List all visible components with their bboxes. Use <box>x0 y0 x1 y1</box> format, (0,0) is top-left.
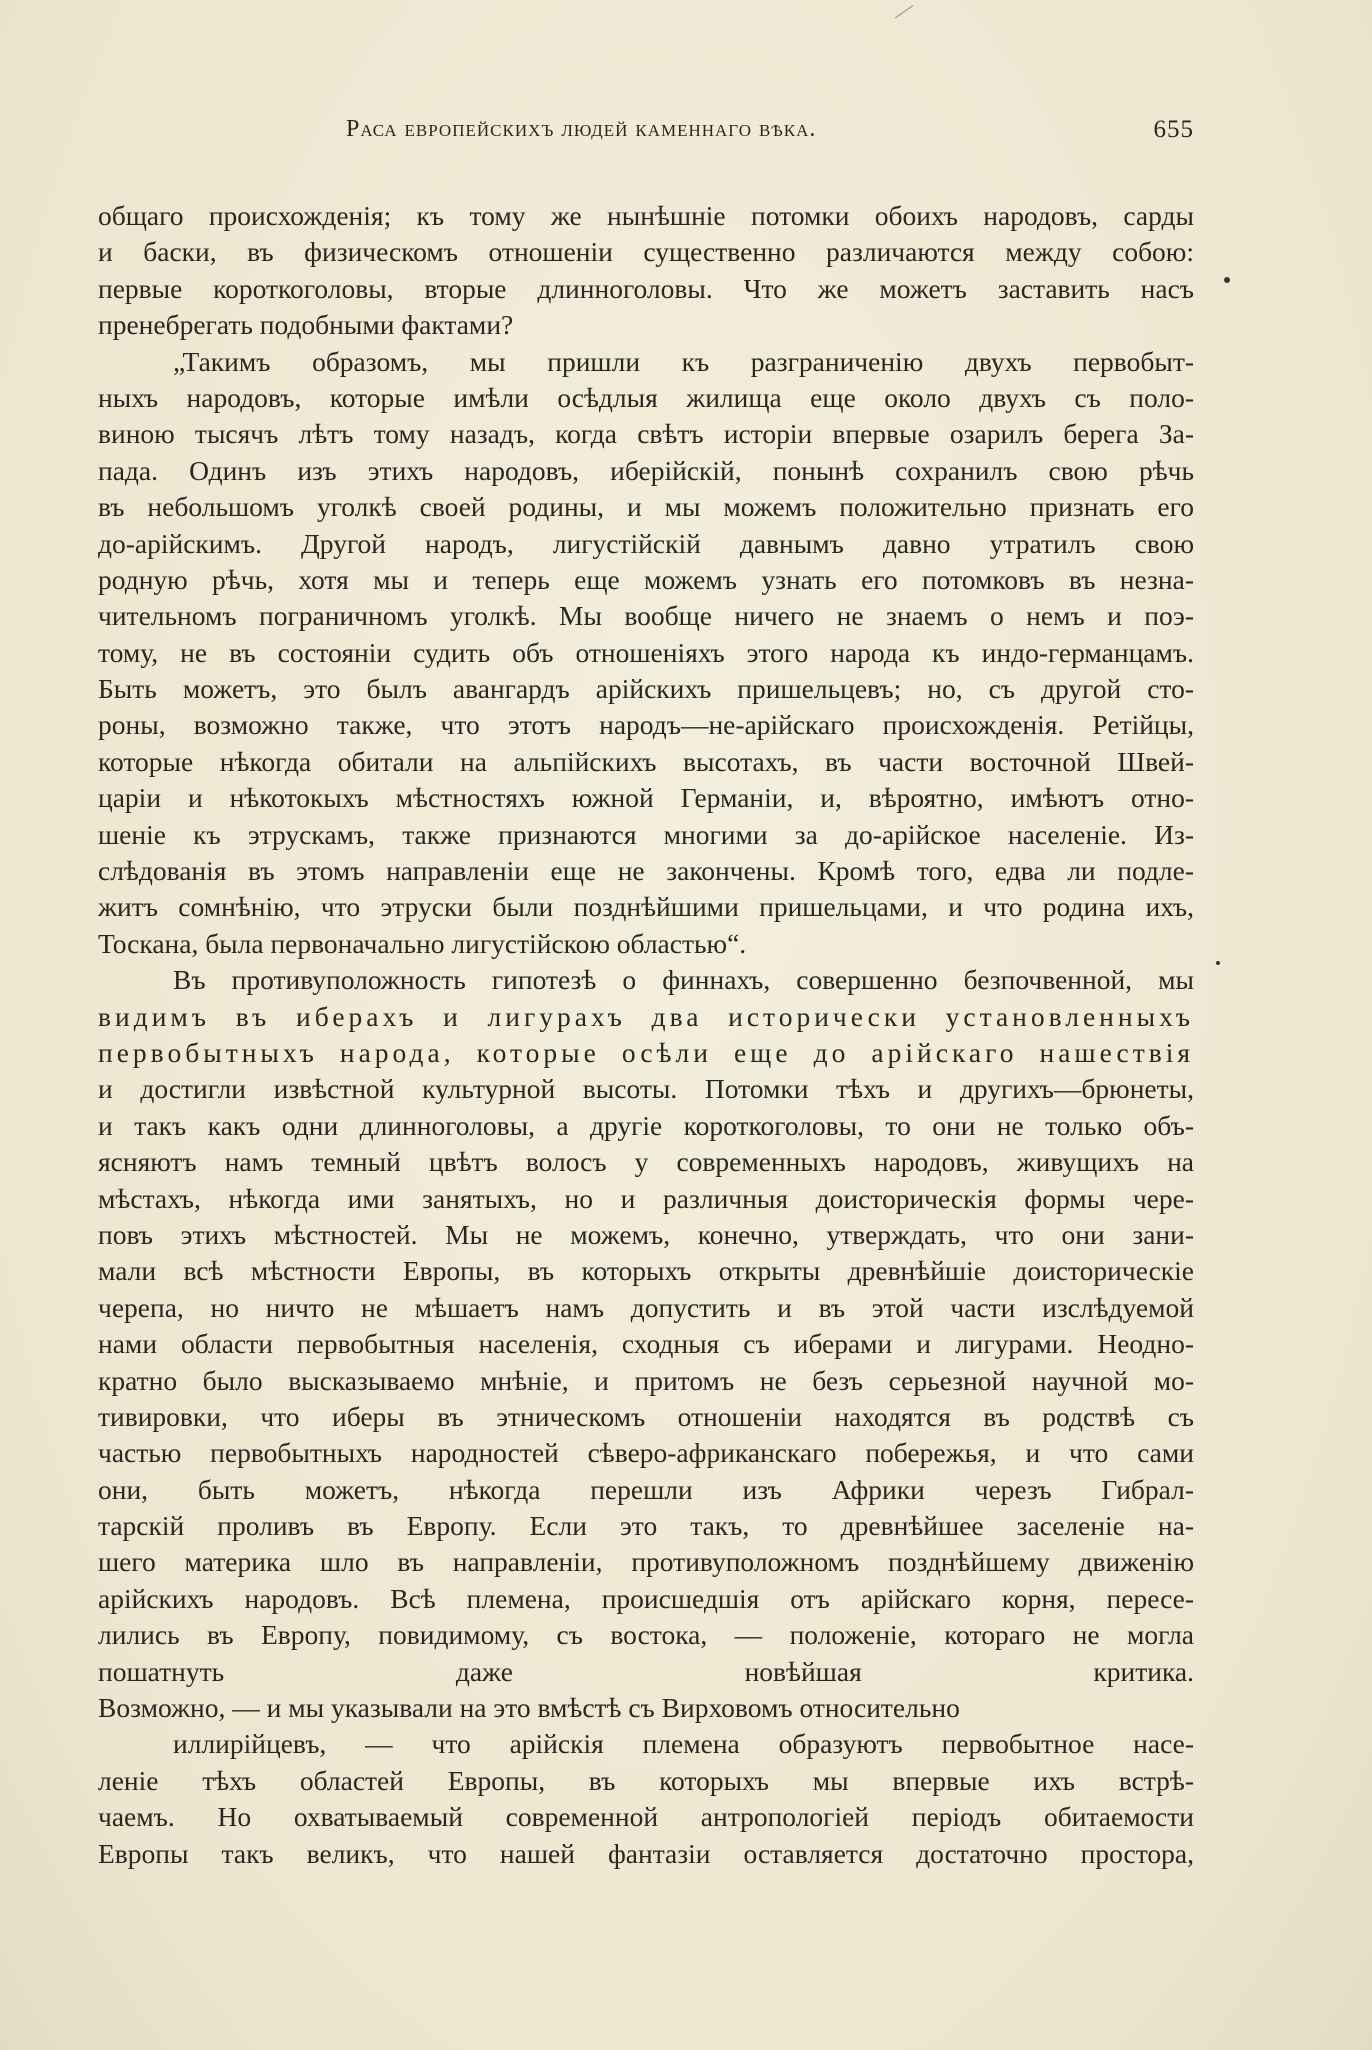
text-line: ясняютъ намъ темный цвѣтъ волосъ у современныхъ народовъ, живущихъ на <box>98 1146 1194 1178</box>
text-line: тарскій проливъ въ Европу. Если это такъ, то древнѣйшее заселеніе на- <box>98 1510 1194 1542</box>
text-line: леніе тѣхъ областей Европы, въ которыхъ мы впервые ихъ встрѣ- <box>98 1764 1194 1796</box>
ink-speck <box>1216 961 1220 965</box>
text-line: нами области первобытныя населенія, сходныя съ иберами и лигурами. Неодно- <box>98 1328 1194 1360</box>
text-line: пошатнуть даже новѣйшая критика. <box>98 1655 1194 1687</box>
text-line: чительномъ пограничномъ уголкѣ. Мы вообще ничего не знаемъ о немъ и поэ- <box>98 600 1194 632</box>
text-line: лились въ Европу, повидимому, съ востока, — положеніе, котораго не могла <box>98 1619 1194 1651</box>
text-line: Европы такъ великъ, что нашей фантазіи оставляется достаточно простора, <box>98 1837 1194 1869</box>
page-number: 655 <box>1153 116 1194 143</box>
text-line <box>98 1872 1194 1908</box>
text-line: первые короткоголовы, вторые длинноголовы. Что же можетъ заставить насъ <box>98 272 1194 304</box>
text-line: царіи и нѣкотокыхъ мѣстностяхъ южной Германіи, и, вѣроятно, имѣютъ отно- <box>98 782 1194 814</box>
ink-speck <box>1224 277 1230 283</box>
text-line: „Такимъ образомъ, мы пришли къ разграниченію двухъ первобыт- <box>173 345 1194 377</box>
text-line: шеніе къ этрускамъ, также признаются многими за до-арійское населеніе. Из- <box>98 818 1194 850</box>
body-text <box>98 198 1194 1908</box>
text-line: которые нѣкогда обитали на альпійскихъ высотахъ, въ части восточной Швей- <box>98 745 1194 777</box>
text-line: мали всѣ мѣстности Европы, въ которыхъ открыты древнѣйшіе доисторическіе <box>98 1255 1194 1287</box>
text-line: мѣстахъ, нѣкогда ими занятыхъ, но и различныя доисторическія формы чере- <box>98 1182 1194 1214</box>
text-line: кратно было высказываемо мнѣніе, и притомъ не безъ серьезной научной мо- <box>98 1364 1194 1396</box>
text-line: тивировки, что иберы въ этническомъ отношеніи находятся въ родствѣ съ <box>98 1400 1194 1432</box>
text-line: въ небольшомъ уголкѣ своей родины, и мы можемъ положительно признать его <box>98 491 1194 523</box>
text-line: черепа, но ничто не мѣшаетъ намъ допустить и въ этой части изслѣдуемой <box>98 1291 1194 1323</box>
text-line: пада. Одинъ изъ этихъ народовъ, иберійскій, понынѣ сохранилъ свою рѣчь <box>98 454 1194 486</box>
text-line: и баски, въ физическомъ отношеніи существенно различаются между собою: <box>98 236 1194 268</box>
text-line: Тоскана, была первоначально лигустійскою областью“. <box>98 927 747 959</box>
text-line: первобытныхъ народа, которые осѣли еще до арійскаго нашествія <box>98 1036 1194 1068</box>
text-line: видимъ въ иберахъ и лигурахъ два исторически установленныхъ <box>98 1000 1194 1032</box>
text-line: арійскихъ народовъ. Всѣ племена, происшедшія отъ арійскаго корня, пересе- <box>98 1582 1194 1614</box>
text-line: иллирійцевъ, — что арійскія племена образуютъ первобытное насе- <box>173 1728 1194 1760</box>
text-line: шего материка шло въ направленіи, противуположномъ позднѣйшему движенію <box>98 1546 1194 1578</box>
text-line: пренебрегать подобными фактами? <box>98 309 514 341</box>
page-header <box>98 116 1194 156</box>
text-line: роны, возможно также, что этотъ народъ—не-арійскаго происхожденія. Ретійцы, <box>98 709 1194 741</box>
text-line: общаго происхожденія; къ тому же нынѣшніе потомки обоихъ народовъ, сарды <box>98 200 1194 231</box>
text-line: Быть можетъ, это былъ авангардъ арійскихъ пришельцевъ; но, съ другой сто- <box>98 673 1194 705</box>
text-line: ныхъ народовъ, которые имѣли осѣдлыя жилища еще около двухъ съ поло- <box>98 381 1194 413</box>
text-line: тому, не въ состояніи судить объ отношеніяхъ этого народа къ индо-германцамъ. <box>98 636 1194 668</box>
running-head: Раса европейскихъ людей каменнаго вѣка. <box>346 116 817 142</box>
text-line: Въ противуположность гипотезѣ о финнахъ, совершенно безпочвенной, мы <box>173 964 1194 996</box>
text-line: частью первобытныхъ народностей сѣверо-африканскаго побережья, и что сами <box>98 1437 1194 1469</box>
text-line: и такъ какъ одни длинноголовы, а другіе короткоголовы, то они не только объ- <box>98 1109 1194 1141</box>
text-line: родную рѣчь, хотя мы и теперь еще можемъ узнать его потомковъ въ незна- <box>98 563 1194 595</box>
text-line: они, быть можетъ, нѣкогда перешли изъ Африки черезъ Гибрал- <box>98 1473 1194 1505</box>
text-line: Возможно, — и мы указывали на это вмѣстѣ съ Вирховомъ относительно <box>98 1692 960 1724</box>
text-line: слѣдованія въ этомъ направленіи еще не закончены. Кромѣ того, едва ли подле- <box>98 855 1194 887</box>
text-line: до-арійскимъ. Другой народъ, лигустійскій давнымъ давно утратилъ свою <box>98 527 1194 559</box>
text-line: повъ этихъ мѣстностей. Мы не можемъ, конечно, утверждать, что они зани- <box>98 1218 1194 1250</box>
text-line: чаемъ. Но охватываемый современной антропологіей періодъ обитаемости <box>98 1801 1194 1833</box>
text-line: и достигли извѣстной культурной высоты. Потомки тѣхъ и другихъ—брюнеты, <box>98 1073 1194 1105</box>
pencil-mark <box>895 5 922 30</box>
text-line: виною тысячъ лѣтъ тому назадъ, когда свѣтъ исторіи впервые озарилъ берега За- <box>98 418 1194 450</box>
text-line: житъ сомнѣнію, что этруски были позднѣйшими пришельцами, и что родина ихъ, <box>98 891 1194 923</box>
